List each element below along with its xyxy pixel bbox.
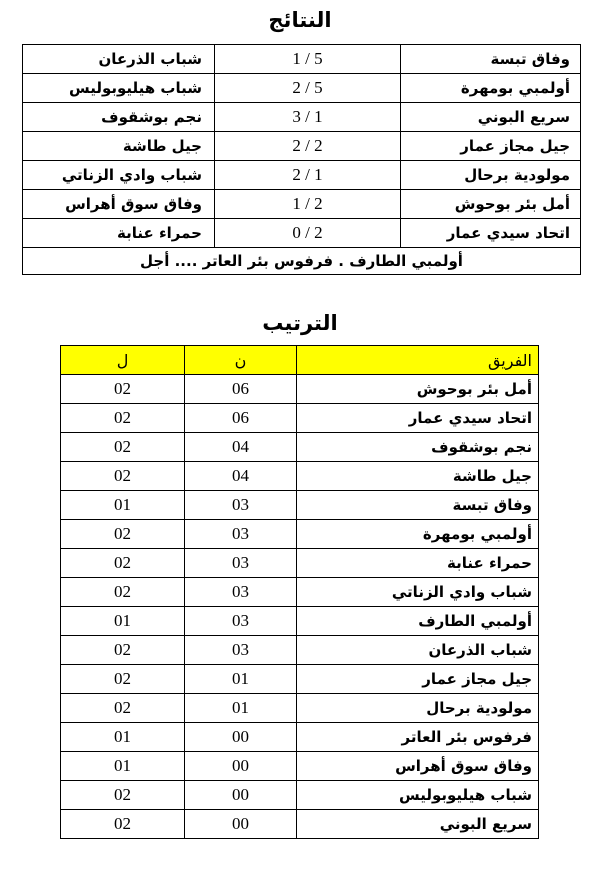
team-cell: نجم بوشقوف	[297, 433, 539, 462]
standings-row	[61, 433, 539, 462]
standings-row	[61, 752, 539, 781]
played-cell: 02	[61, 810, 185, 839]
result-row	[23, 190, 581, 219]
away-team: شباب الذرعان	[23, 45, 215, 74]
standings-row	[61, 462, 539, 491]
team-cell: أولمبي بومهرة	[297, 520, 539, 549]
home-team: أولمبي بومهرة	[401, 74, 581, 103]
played-cell: 01	[61, 723, 185, 752]
away-team: شباب هيليوبوليس	[23, 74, 215, 103]
standings-row	[61, 578, 539, 607]
away-team: شباب وادي الزناتي	[23, 161, 215, 190]
points-cell: 04	[185, 433, 297, 462]
standings-row	[61, 781, 539, 810]
points-cell: 03	[185, 578, 297, 607]
away-team: وفاق سوق أهراس	[23, 190, 215, 219]
played-cell: 02	[61, 375, 185, 404]
team-cell: جيل طاشة	[297, 462, 539, 491]
results-title: النتائج	[268, 8, 332, 32]
points-cell: 01	[185, 694, 297, 723]
team-cell: فرفوس بئر العاتر	[297, 723, 539, 752]
points-cell: 03	[185, 520, 297, 549]
team-cell: شباب هيليوبوليس	[297, 781, 539, 810]
points-cell: 03	[185, 549, 297, 578]
team-cell: مولودية برحال	[297, 694, 539, 723]
played-cell: 02	[61, 578, 185, 607]
played-cell: 01	[61, 491, 185, 520]
home-team: أمل بئر بوحوش	[401, 190, 581, 219]
team-cell: جيل مجاز عمار	[297, 665, 539, 694]
played-header: ل	[61, 346, 185, 375]
away-team: نجم بوشقوف	[23, 103, 215, 132]
team-cell: أمل بئر بوحوش	[297, 375, 539, 404]
home-team: وفاق تبسة	[401, 45, 581, 74]
result-row	[23, 74, 581, 103]
standings-header-row	[61, 346, 539, 375]
team-cell: اتحاد سيدي عمار	[297, 404, 539, 433]
points-cell: 06	[185, 375, 297, 404]
standings-row	[61, 607, 539, 636]
match-score: 2 / 5	[215, 74, 401, 103]
result-row	[23, 132, 581, 161]
points-cell: 04	[185, 462, 297, 491]
result-row	[23, 103, 581, 132]
standings-row	[61, 404, 539, 433]
played-cell: 02	[61, 462, 185, 491]
result-row	[23, 219, 581, 248]
team-cell: حمراء عنابة	[297, 549, 539, 578]
points-cell: 03	[185, 607, 297, 636]
points-cell: 03	[185, 491, 297, 520]
home-team: سريع البوني	[401, 103, 581, 132]
played-cell: 02	[61, 549, 185, 578]
team-cell: شباب وادي الزناتي	[297, 578, 539, 607]
played-cell: 01	[61, 752, 185, 781]
standings-row	[61, 375, 539, 404]
result-row	[23, 161, 581, 190]
played-cell: 02	[61, 636, 185, 665]
away-team: حمراء عنابة	[23, 219, 215, 248]
standings-row	[61, 491, 539, 520]
team-cell: وفاق تبسة	[297, 491, 539, 520]
points-cell: 01	[185, 665, 297, 694]
points-header: ن	[185, 346, 297, 375]
standings-row	[61, 723, 539, 752]
results-table	[22, 44, 581, 275]
home-team: جيل مجاز عمار	[401, 132, 581, 161]
standings-table	[60, 345, 539, 839]
standings-title: الترتيب	[262, 311, 338, 335]
played-cell: 02	[61, 781, 185, 810]
points-cell: 00	[185, 752, 297, 781]
standings-row	[61, 636, 539, 665]
played-cell: 01	[61, 607, 185, 636]
points-cell: 03	[185, 636, 297, 665]
points-cell: 06	[185, 404, 297, 433]
postponed-note: أولمبي الطارف . فرفوس بئر العاتر .... أجل	[23, 248, 581, 275]
standings-row	[61, 810, 539, 839]
team-cell: وفاق سوق أهراس	[297, 752, 539, 781]
played-cell: 02	[61, 694, 185, 723]
played-cell: 02	[61, 433, 185, 462]
points-cell: 00	[185, 723, 297, 752]
postponed-row	[23, 248, 581, 275]
standings-body	[61, 375, 539, 839]
match-score: 3 / 1	[215, 103, 401, 132]
match-score: 1 / 5	[215, 45, 401, 74]
match-score: 0 / 2	[215, 219, 401, 248]
standings-row	[61, 549, 539, 578]
away-team: جيل طاشة	[23, 132, 215, 161]
team-cell: أولمبي الطارف	[297, 607, 539, 636]
team-header: الفريق	[297, 346, 539, 375]
points-cell: 00	[185, 781, 297, 810]
result-row	[23, 45, 581, 74]
standings-row	[61, 694, 539, 723]
standings-row	[61, 665, 539, 694]
results-body	[23, 45, 581, 275]
played-cell: 02	[61, 520, 185, 549]
played-cell: 02	[61, 665, 185, 694]
standings-row	[61, 520, 539, 549]
match-score: 2 / 1	[215, 161, 401, 190]
played-cell: 02	[61, 404, 185, 433]
home-team: مولودية برحال	[401, 161, 581, 190]
match-score: 2 / 2	[215, 132, 401, 161]
team-cell: سريع البوني	[297, 810, 539, 839]
home-team: اتحاد سيدي عمار	[401, 219, 581, 248]
match-score: 1 / 2	[215, 190, 401, 219]
points-cell: 00	[185, 810, 297, 839]
team-cell: شباب الذرعان	[297, 636, 539, 665]
